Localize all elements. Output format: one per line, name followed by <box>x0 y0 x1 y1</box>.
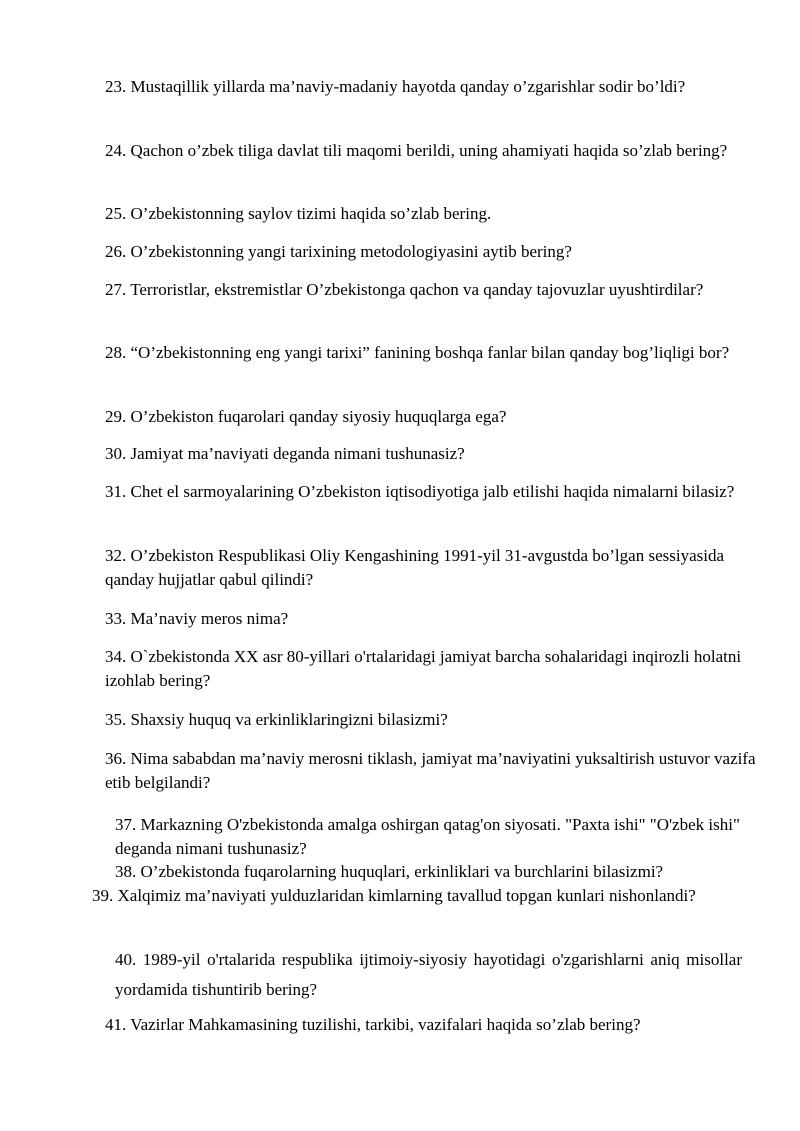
question-32: 32. O’zbekiston Respublikasi Oliy Kengashining 1991-yil 31-avgustda bo’lgan sessiyasida qanday hujjatlar qabul qilindi? <box>105 546 724 589</box>
question-34: 34. O`zbekistonda XX asr 80-yillari o'rtalaridagi jamiyat barcha sohalaridagi inqirozli holatni izohlab bering? <box>105 647 742 690</box>
question-31: 31. Chet el sarmoyalarining O’zbekiston iqtisodiyotiga jalb etilishi haqida nimalarni bilasiz? <box>105 482 735 501</box>
question-38: 38. O’zbekistonda fuqarolarning huquqlari, erkinliklari va burchlarini bilasizmi? <box>115 862 664 881</box>
question-40: 40. 1989-yil o'rtalarida respublika ijtimoiy-siyosiy hayotidagi o'zgarishlarni aniq misollar yordamida tishuntirib bering? <box>115 950 742 999</box>
question-26: 26. O’zbekistonning yangi tarixining metodologiyasini aytib bering? <box>105 242 572 261</box>
question-30: 30. Jamiyat ma’naviyati deganda nimani tushunasiz? <box>105 444 465 463</box>
question-23: 23. Mustaqillik yillarda ma’naviy-madaniy hayotda qanday o’zgarishlar sodir bo’ldi? <box>105 77 686 96</box>
question-37: 37. Markazning O'zbekistonda amalga oshirgan qatag'on siyosati. "Paxta ishi" "O'zbek ishi" deganda nimani tushunasiz? <box>115 815 740 858</box>
question-33: 33. Ma’naviy meros nima? <box>105 609 289 628</box>
question-25: 25. O’zbekistonning saylov tizimi haqida so’zlab bering. <box>105 204 492 223</box>
question-36: 36. Nima sababdan ma’naviy merosni tiklash, jamiyat ma’naviyatini yuksaltirish ustuvor vazifa etib belgilandi? <box>105 749 756 792</box>
question-29: 29. O’zbekiston fuqarolari qanday siyosiy huquqlarga ega? <box>105 407 507 426</box>
question-39: 39. Xalqimiz ma’naviyati yulduzlaridan kimlarning tavallud topgan kunlari nishonlandi? <box>92 886 696 905</box>
question-27: 27. Terroristlar, ekstremistlar O’zbekistonga qachon va qanday tajovuzlar uyushtirdilar? <box>105 280 704 299</box>
question-28: 28. “O’zbekistonning eng yangi tarixi” fanining boshqa fanlar bilan qanday bog’liqligi bor? <box>105 343 730 362</box>
question-35: 35. Shaxsiy huquq va erkinliklaringizni bilasizmi? <box>105 710 448 729</box>
question-41: 41. Vazirlar Mahkamasining tuzilishi, tarkibi, vazifalari haqida so’zlab bering? <box>105 1015 641 1034</box>
question-24: 24. Qachon o’zbek tiliga davlat tili maqomi berildi, uning ahamiyati haqida so’zlab bering? <box>105 141 728 160</box>
